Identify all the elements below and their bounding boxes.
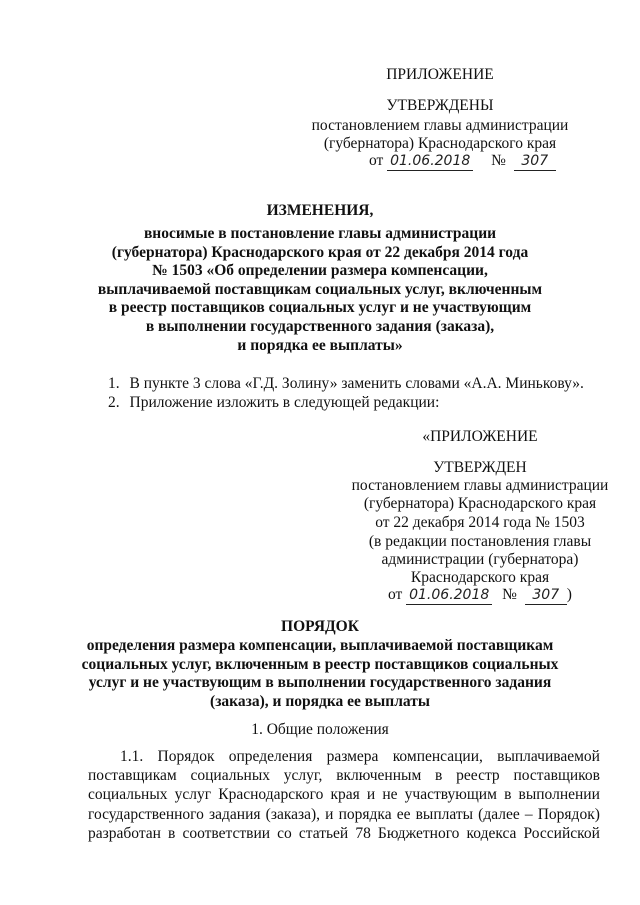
paragraph-line bbox=[88, 806, 600, 824]
item-text: В пункте 3 слова «Г.Д. Золину» заменить словами «А.А. Минькову». bbox=[129, 375, 584, 392]
word: Краснодарского bbox=[218, 786, 324, 804]
order-subtitle-line: услуг и не участвующим в выполнении государственного задания bbox=[88, 674, 552, 692]
paragraph-line bbox=[88, 786, 600, 804]
word: и bbox=[325, 805, 334, 823]
item-number: 2. bbox=[108, 394, 120, 411]
approval2-line-5: администрации (губернатора) bbox=[381, 551, 579, 568]
word: со bbox=[277, 824, 292, 842]
paragraph-line bbox=[88, 825, 600, 843]
word: услуг, bbox=[283, 767, 323, 785]
changes-title: ИЗМЕНЕНИЯ, bbox=[266, 202, 374, 219]
handwritten-date: 01.06.2018 bbox=[406, 586, 492, 605]
word: услуг bbox=[174, 786, 212, 804]
closing-paren: ) bbox=[566, 586, 572, 603]
changes-subtitle-line: выплачиваемой поставщикам социальных услуг, включенным bbox=[97, 280, 543, 298]
word: кодекса bbox=[466, 824, 517, 842]
order-subtitle-line: (заказа), и порядка ее выплаты bbox=[210, 693, 430, 711]
word: выплаты bbox=[415, 805, 474, 823]
item-number: 1. bbox=[108, 375, 120, 392]
word: социальных bbox=[190, 767, 270, 785]
word: определения bbox=[228, 748, 313, 765]
approved-heading: УТВЕРЖДЕНЫ bbox=[386, 97, 494, 114]
word: Российской bbox=[523, 824, 600, 842]
word: края bbox=[330, 786, 360, 804]
word: государственного bbox=[88, 805, 204, 823]
word: социальных bbox=[88, 786, 168, 804]
approval-date-line bbox=[369, 152, 556, 171]
changes-subtitle-line: в выполнении государственного задания (заказа), bbox=[145, 318, 495, 335]
from-label: от bbox=[369, 152, 384, 169]
handwritten-number: 307 bbox=[525, 586, 567, 605]
word: – bbox=[524, 805, 533, 823]
word: Порядок bbox=[157, 748, 215, 765]
word: в bbox=[168, 824, 176, 842]
word: 78 bbox=[355, 824, 371, 842]
approval2-line-4: (в редакции постановления главы bbox=[368, 533, 592, 550]
appendix2-title: «ПРИЛОЖЕНИЕ bbox=[422, 428, 538, 445]
changes-subtitle-line: (губернатора) Краснодарского края от 22 декабря 2014 года bbox=[111, 243, 529, 261]
approval-line-1: постановлением главы администрации bbox=[311, 117, 569, 134]
paragraph-line bbox=[120, 748, 600, 766]
from-label: от bbox=[388, 586, 403, 603]
word: размера bbox=[326, 748, 379, 765]
word: компенсации, bbox=[392, 748, 483, 765]
section-heading: 1. Общие положения bbox=[251, 721, 389, 738]
word: поставщикам bbox=[88, 767, 177, 785]
changes-subtitle-line: № 1503 «Об определении размера компенсации, bbox=[152, 262, 488, 280]
approval2-line-1: постановлением главы администрации bbox=[351, 477, 609, 494]
order-subtitle-line: социальных услуг, включенным в реестр поставщиков социальных bbox=[81, 655, 559, 673]
word: 1.1. bbox=[120, 748, 144, 765]
word: ее bbox=[396, 805, 411, 823]
order-subtitle-line: определения размера компенсации, выплачиваемой поставщикам bbox=[86, 637, 554, 654]
word: Бюджетного bbox=[377, 824, 460, 842]
word: (заказа), bbox=[265, 805, 321, 823]
word: не bbox=[382, 786, 398, 804]
word: в bbox=[435, 767, 443, 785]
appendix-title: ПРИЛОЖЕНИЕ bbox=[386, 66, 494, 83]
word: и bbox=[366, 786, 376, 804]
order-title: ПОРЯДОК bbox=[281, 618, 359, 635]
word: (далее bbox=[478, 805, 520, 823]
item-text: Приложение изложить в следующей редакции: bbox=[129, 394, 440, 411]
word: участвующим bbox=[404, 786, 497, 804]
paragraph-line bbox=[88, 767, 600, 785]
approval2-line-2: (губернатора) Краснодарского края bbox=[363, 495, 597, 512]
word: поставщиков bbox=[513, 767, 600, 785]
number-sign: № bbox=[502, 586, 517, 603]
word: Порядок) bbox=[537, 805, 600, 823]
word: реестр bbox=[456, 767, 500, 785]
approval2-line-6: Краснодарского края bbox=[410, 569, 550, 586]
word: порядка bbox=[338, 805, 392, 823]
word: соответствии bbox=[182, 824, 271, 842]
approval2-line-3: от 22 декабря 2014 года № 1503 bbox=[375, 514, 585, 531]
word: в bbox=[504, 786, 512, 804]
word: статьей bbox=[298, 824, 349, 842]
changes-subtitle-line: и порядка ее выплаты» bbox=[237, 336, 403, 354]
approval-line-2: (губернатора) Краснодарского края bbox=[323, 135, 557, 152]
word: включенным bbox=[336, 767, 422, 785]
handwritten-number: 307 bbox=[514, 152, 556, 171]
number-sign: № bbox=[491, 152, 506, 169]
handwritten-date: 01.06.2018 bbox=[387, 152, 473, 171]
list-item bbox=[108, 375, 584, 393]
word: разработан bbox=[88, 824, 161, 842]
word: задания bbox=[209, 805, 261, 823]
list-item bbox=[108, 394, 439, 412]
approval2-date-line bbox=[388, 586, 572, 605]
changes-subtitle-line: вносимые в постановление главы администрации bbox=[143, 225, 497, 242]
word: выплачиваемой bbox=[497, 748, 600, 765]
approved2-heading: УТВЕРЖДЕН bbox=[433, 459, 527, 476]
word: выполнении bbox=[518, 786, 600, 804]
changes-subtitle-line: в реестр поставщиков социальных услуг и не участвующим bbox=[108, 299, 532, 317]
